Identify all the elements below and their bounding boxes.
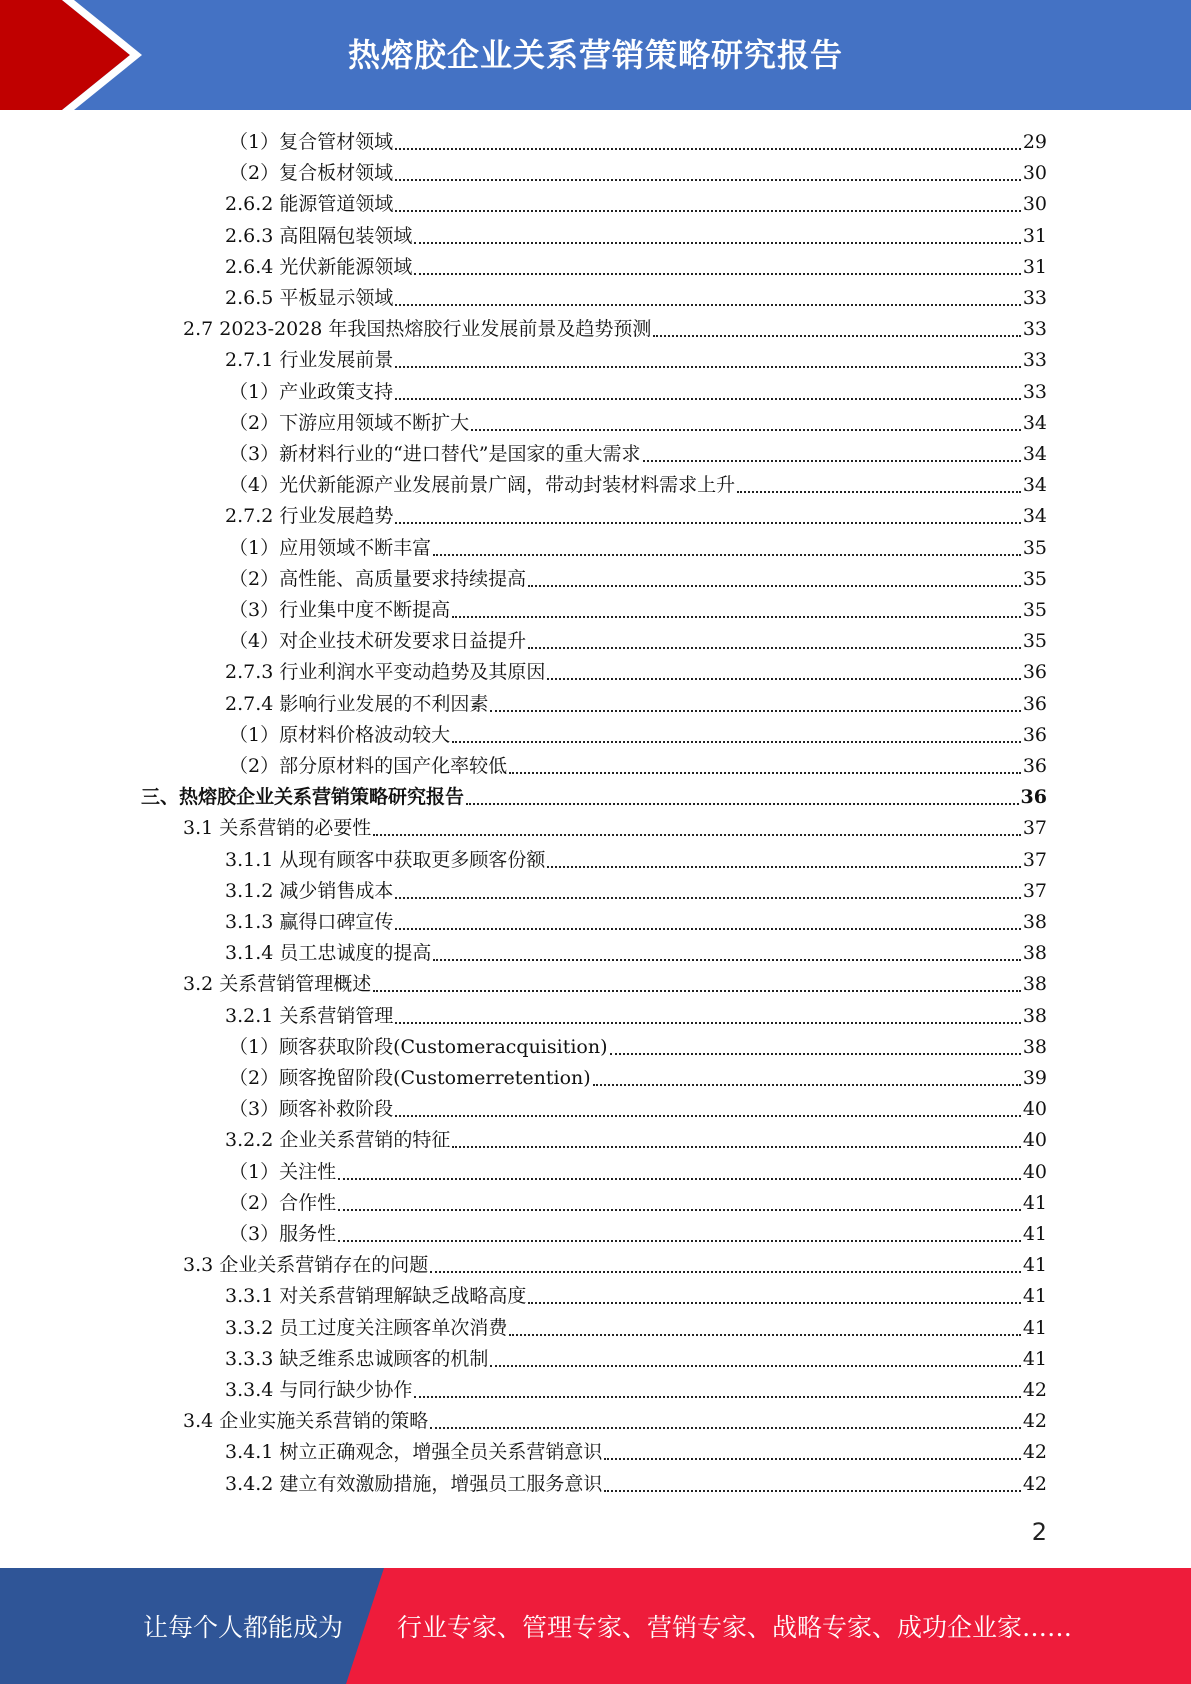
toc-entry-label: 3.1.2 减少销售成本 [225,879,394,902]
toc-entry[interactable] [225,938,1047,969]
toc-entry-label: 3.1.4 员工忠诚度的提高 [225,942,432,965]
toc-entry-page: 35 [1022,630,1047,653]
toc-entry[interactable] [229,1063,1047,1094]
toc-entry-page: 33 [1022,287,1047,309]
toc-entry-label: 3.3 企业关系营销存在的问题 [183,1254,429,1277]
toc-entry[interactable] [225,1375,1047,1406]
toc-entry[interactable] [225,1281,1047,1312]
toc-dot-leader [593,1063,1021,1094]
toc-entry-label: （1）产业政策支持 [229,380,394,403]
toc-entry-page: 34 [1022,411,1047,434]
toc-entry-page: 37 [1022,817,1047,840]
toc-entry-label: （2）下游应用领域不断扩大 [229,411,470,434]
toc-entry-page: 37 [1022,848,1047,871]
footer-slogan-left: 让每个人都能成为 [143,1613,344,1642]
toc-entry-page: 35 [1022,599,1047,621]
toc-dot-leader [373,969,1021,1000]
toc-entry-page: 36 [1022,755,1047,777]
toc-entry-page: 34 [1022,505,1047,528]
toc-dot-leader [395,283,1020,314]
toc-dot-leader [604,1437,1020,1468]
toc-entry[interactable] [229,1032,1047,1063]
toc-entry-label: 3.3.1 对关系营销理解缺乏战略高度 [225,1285,527,1308]
toc-entry-label: （2）顾客挽留阶段(Customerretention) [229,1067,591,1089]
toc-entry-label: 2.7 2023-2028 年我国热熔胶行业发展前景及趋势预测 [183,318,652,341]
toc-dot-leader [509,1313,1020,1344]
toc-entry-label: 3.1 关系营销的必要性 [183,817,372,840]
toc-dot-leader [452,595,1021,626]
toc-entry-label: 3.4.2 建立有效激励措施，增强员工服务意识 [225,1472,603,1495]
toc-entry[interactable] [183,813,1047,844]
toc-entry-label: 3.2.1 关系营销管理 [225,1004,394,1027]
toc-entry[interactable] [225,221,1047,252]
toc-entry[interactable] [229,127,1047,158]
toc-entry-page: 40 [1022,1129,1047,1152]
footer-slogan-right: 行业专家、管理专家、营销专家、战略专家、成功企业家…… [397,1613,1073,1642]
toc-dot-leader [547,657,1020,688]
toc-dot-leader [430,1406,1021,1437]
toc-entry-page: 36 [1022,692,1047,715]
toc-entry[interactable] [225,283,1047,314]
toc-dot-leader [433,533,1021,564]
toc-entry-page: 29 [1022,131,1047,153]
toc-entry-label: 2.7.4 影响行业发展的不利因素 [225,692,489,715]
toc-entry[interactable] [229,377,1047,408]
toc-entry-label: 3.3.3 缺乏维系忠诚顾客的机制 [225,1347,489,1370]
toc-dot-leader [395,189,1020,220]
toc-dot-leader [395,1001,1020,1032]
toc-dot-leader [395,377,1021,408]
toc-dot-leader [430,1250,1021,1281]
toc-dot-leader [338,1219,1021,1250]
toc-entry-label: （1）顾客获取阶段(Customeracquisition) [229,1035,608,1058]
toc-entry-label: （2）复合板材领域 [229,162,394,185]
toc-entry-label: （2）高性能、高质量要求持续提高 [229,567,527,590]
toc-entry-page: 33 [1022,318,1047,341]
toc-entry[interactable] [225,189,1047,220]
toc-dot-leader [528,1281,1020,1312]
toc-entry-label: （4）对企业技术研发要求日益提升 [229,630,527,653]
toc-dot-leader [373,813,1021,844]
toc-entry[interactable] [229,533,1047,564]
toc-entry[interactable] [229,564,1047,595]
toc-entry[interactable] [225,657,1047,688]
toc-entry-page: 35 [1022,536,1047,559]
toc-dot-leader [395,876,1020,907]
toc-entry-label: （1）复合管材领域 [229,131,394,153]
toc-entry-label: （1）应用领域不断丰富 [229,536,432,559]
toc-entry-label: （4）光伏新能源产业发展前景广阔，带动封装材料需求上升 [229,474,736,497]
toc-dot-leader [737,470,1021,501]
toc-entry-page: 30 [1022,162,1047,185]
toc-entry-label: 3.4.1 树立正确观念，增强全员关系营销意识 [225,1441,603,1464]
toc-entry[interactable] [225,1469,1047,1500]
toc-entry-label: 2.6.4 光伏新能源领域 [225,255,413,278]
toc-entry-page: 34 [1022,474,1047,497]
toc-entry-page: 41 [1022,1316,1047,1339]
toc-entry[interactable] [229,470,1047,501]
toc-entry[interactable] [225,1125,1047,1156]
toc-dot-leader [395,501,1020,532]
toc-entry[interactable] [229,1188,1047,1219]
toc-entry-label: 三、热熔胶企业关系营销策略研究报告 [141,786,465,809]
toc-entry-page: 40 [1022,1160,1047,1183]
toc-entry-label: 3.1.3 赢得口碑宣传 [225,911,394,933]
toc-entry-label: 2.7.2 行业发展趋势 [225,505,394,528]
toc-entry[interactable] [229,751,1047,782]
toc-dot-leader [547,845,1020,876]
toc-entry[interactable] [183,1250,1047,1281]
toc-entry-label: 2.7.3 行业利润水平变动趋势及其原因 [225,661,546,684]
toc-entry[interactable] [183,1406,1047,1437]
toc-entry[interactable] [225,1344,1047,1375]
toc-entry-page: 41 [1022,1285,1047,1308]
toc-entry[interactable] [229,626,1047,657]
toc-entry-label: 3.2.2 企业关系营销的特征 [225,1129,451,1152]
toc-entry[interactable] [225,907,1047,938]
toc-entry[interactable] [229,1094,1047,1125]
toc-dot-leader [490,689,1020,720]
toc-entry-page: 37 [1022,879,1047,902]
toc-entry-label: （2）部分原材料的国产化率较低 [229,755,508,777]
toc-entry[interactable] [225,689,1047,720]
toc-entry-page: 34 [1022,443,1047,465]
toc-entry[interactable] [225,252,1047,283]
toc-entry-page: 38 [1022,1004,1047,1027]
toc-entry-label: （3）顾客补救阶段 [229,1098,394,1121]
toc-entry-label: （1）原材料价格波动较大 [229,723,451,746]
toc-dot-leader [414,1375,1020,1406]
toc-entry-page: 33 [1022,349,1047,372]
toc-dot-leader [338,1188,1021,1219]
toc-entry-label: （2）合作性 [229,1191,337,1214]
report-title: 热熔胶企业关系营销策略研究报告 [347,36,843,74]
toc-entry-label: （3）新材料行业的“进口替代”是国家的重大需求 [229,443,641,465]
toc-entry-label: （3）服务性 [229,1223,337,1245]
toc-entry-page: 35 [1022,567,1047,590]
toc-entry-page: 31 [1022,255,1047,278]
toc-entry[interactable] [229,408,1047,439]
toc-entry-page: 33 [1022,380,1047,403]
toc-entry[interactable] [229,595,1047,626]
toc-dot-leader [395,907,1020,938]
toc-dot-leader [490,1344,1020,1375]
page-header [0,0,1191,110]
toc-entry-page: 30 [1022,193,1047,216]
toc-dot-leader [395,1094,1021,1125]
toc-entry[interactable] [225,1437,1047,1468]
toc-entry-label: 2.6.3 高阻隔包装领域 [225,224,413,247]
toc-entry-label: （1）关注性 [229,1160,337,1183]
toc-entry-page: 42 [1022,1441,1047,1464]
toc-dot-leader [395,345,1020,376]
toc-entry[interactable] [183,969,1047,1000]
toc-entry-page: 42 [1022,1379,1047,1401]
toc-entry-label: 3.3.4 与同行缺少协作 [225,1379,413,1401]
toc-dot-leader [528,626,1021,657]
toc-entry[interactable] [225,501,1047,532]
toc-entry-page: 36 [1020,786,1047,809]
toc-entry-page: 42 [1022,1410,1047,1433]
toc-entry[interactable] [229,1157,1047,1188]
toc-entry[interactable] [225,876,1047,907]
toc-entry-page: 41 [1022,1223,1047,1245]
toc-entry-page: 40 [1022,1098,1047,1121]
toc-dot-leader [466,782,1019,813]
toc-entry[interactable] [229,1219,1047,1250]
toc-entry[interactable] [229,720,1047,751]
toc-dot-leader [509,751,1021,782]
toc-entry-page: 42 [1022,1472,1047,1495]
toc-entry-page: 41 [1022,1347,1047,1370]
toc-entry-label: 2.6.2 能源管道领域 [225,193,394,216]
toc-dot-leader [471,408,1021,439]
toc-entry-label: 2.6.5 平板显示领域 [225,287,394,309]
toc-entry-page: 38 [1022,973,1047,996]
toc-entry[interactable] [183,314,1047,345]
page-footer [0,1568,1191,1684]
toc-entry-page: 41 [1022,1191,1047,1214]
toc-entry[interactable] [229,439,1047,470]
toc-dot-leader [653,314,1020,345]
toc-entry-page: 41 [1022,1254,1047,1277]
toc-entry-label: 3.2 关系营销管理概述 [183,973,372,996]
toc-dot-leader [395,127,1021,158]
toc-dot-leader [452,720,1021,751]
toc-dot-leader [433,938,1020,969]
toc-dot-leader [395,158,1021,189]
toc-dot-leader [528,564,1021,595]
toc-entry-page: 38 [1022,911,1047,933]
toc-dot-leader [643,439,1021,470]
toc-entry-page: 38 [1022,942,1047,965]
toc-dot-leader [414,221,1020,252]
toc-entry-page: 39 [1022,1067,1047,1089]
toc-entry-page: 31 [1022,224,1047,247]
toc-entry[interactable] [141,782,1047,813]
page-number: 2 [1031,1518,1047,1546]
toc-dot-leader [414,252,1020,283]
toc-entry[interactable] [229,158,1047,189]
toc-entry-label: 3.3.2 员工过度关注顾客单次消费 [225,1316,508,1339]
toc-dot-leader [452,1125,1020,1156]
toc-entry-label: 2.7.1 行业发展前景 [225,349,394,372]
toc-entry[interactable] [225,1001,1047,1032]
toc-dot-leader [604,1469,1020,1500]
toc-entry-page: 38 [1022,1035,1047,1058]
toc-entry-label: 3.4 企业实施关系营销的策略 [183,1410,429,1433]
toc-entry-label: 3.1.1 从现有顾客中获取更多顾客份额 [225,848,546,871]
toc-entry[interactable] [225,1313,1047,1344]
toc-entry-label: （3）行业集中度不断提高 [229,599,451,621]
toc-entry-page: 36 [1022,723,1047,746]
toc-entry-page: 36 [1022,661,1047,684]
toc-entry[interactable] [225,345,1047,376]
toc-dot-leader [610,1032,1021,1063]
toc-dot-leader [338,1157,1021,1188]
toc-entry[interactable] [225,845,1047,876]
